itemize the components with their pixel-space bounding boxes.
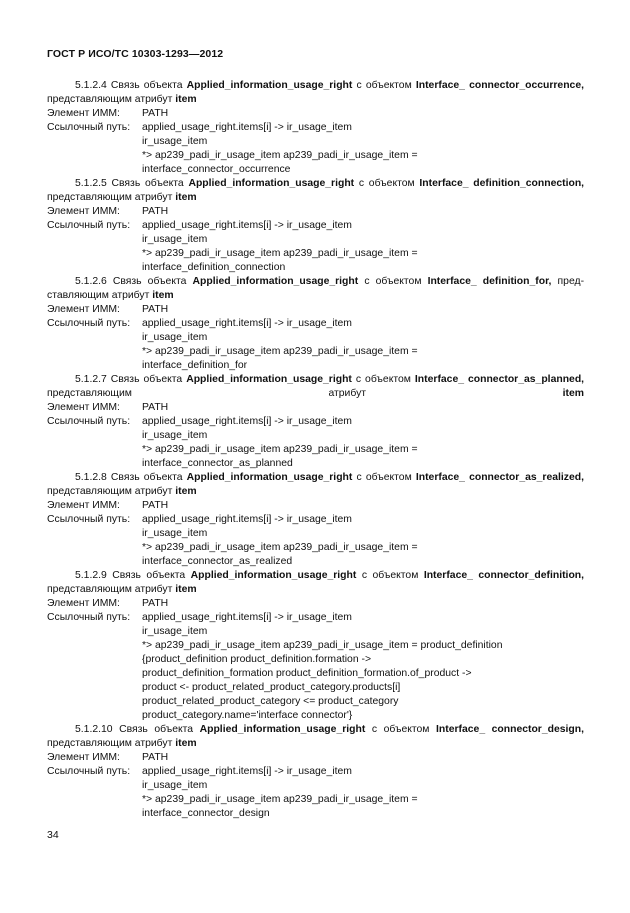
reference-path-line: product_related_product_category <= product_category bbox=[142, 696, 399, 707]
heading-text: представляющим атрибут bbox=[47, 486, 173, 497]
heading-text: Связь объекта bbox=[119, 724, 194, 735]
reference-path-line: *> ap239_padi_ir_usage_item ap239_padi_ir_usage_item = bbox=[142, 794, 418, 805]
heading-text: с объектом bbox=[356, 472, 412, 483]
heading-text: Связь объекта bbox=[112, 570, 186, 581]
reference-path-label: Ссылочный путь: bbox=[47, 766, 131, 777]
entity-name: Applied_information_usage_right bbox=[199, 724, 366, 735]
reference-path-label: Ссылочный путь: bbox=[47, 514, 131, 525]
section-5-1-2-4 bbox=[47, 79, 584, 177]
mim-element-label: Элемент ИММ: bbox=[47, 752, 120, 763]
mim-element-row bbox=[47, 597, 584, 611]
reference-path-line: product_definition_formation product_definition_formation.of_product -> bbox=[142, 668, 472, 679]
mim-element-value: PATH bbox=[142, 304, 169, 315]
reference-path-line: {product_definition product_definition.formation -> bbox=[142, 654, 372, 665]
section-number: 5.1.2.8 bbox=[75, 472, 107, 483]
section-heading bbox=[47, 79, 584, 107]
section-5-1-2-7 bbox=[47, 373, 584, 471]
entity-name: Applied_information_usage_right bbox=[192, 276, 359, 287]
reference-path-line: *> ap239_padi_ir_usage_item ap239_padi_ir_usage_item = bbox=[142, 444, 418, 455]
mim-element-label: Элемент ИММ: bbox=[47, 402, 120, 413]
target-entity-name: Interface_ connector_definition, bbox=[423, 570, 585, 581]
reference-path-line: interface_definition_connection bbox=[142, 262, 286, 273]
heading-text: с объектом bbox=[358, 178, 415, 189]
target-entity-name: Interface_ connector_as_realized, bbox=[415, 472, 585, 483]
reference-path-label: Ссылочный путь: bbox=[47, 220, 131, 231]
target-entity-name: Interface_ connector_design, bbox=[436, 724, 585, 735]
mim-element-row bbox=[47, 499, 584, 513]
reference-path-line: interface_definition_for bbox=[142, 360, 248, 371]
heading-text: Связь объекта bbox=[110, 374, 183, 385]
reference-path-row bbox=[47, 765, 584, 779]
entity-name: Applied_information_usage_right bbox=[188, 178, 355, 189]
reference-path-line: product <- product_related_product_category.products[i] bbox=[142, 682, 401, 693]
section-number: 5.1.2.10 bbox=[75, 724, 113, 735]
reference-path-line: ir_usage_item bbox=[142, 626, 208, 637]
reference-path-line: ir_usage_item bbox=[142, 136, 208, 147]
target-entity-name: Interface_ connector_as_planned, bbox=[414, 374, 585, 385]
reference-path-line: ir_usage_item bbox=[142, 780, 208, 791]
heading-text: с объектом bbox=[355, 374, 411, 385]
attribute-name: item bbox=[152, 290, 174, 301]
heading-text: Связь объекта bbox=[112, 276, 187, 287]
reference-path-line: *> ap239_padi_ir_usage_item ap239_padi_ir_usage_item = bbox=[142, 542, 418, 553]
target-entity-name: Interface_ definition_connection, bbox=[419, 178, 585, 189]
mim-element-value: PATH bbox=[142, 108, 169, 119]
section-heading bbox=[47, 177, 584, 205]
reference-path-row bbox=[47, 219, 584, 233]
reference-path-line: *> ap239_padi_ir_usage_item ap239_padi_ir_usage_item = bbox=[142, 248, 418, 259]
page-number: 34 bbox=[47, 829, 59, 841]
reference-path-label: Ссылочный путь: bbox=[47, 416, 131, 427]
heading-text: Связь объекта bbox=[110, 472, 183, 483]
reference-path-row bbox=[47, 317, 584, 331]
reference-path-line: applied_usage_right.items[i] -> ir_usage_item bbox=[142, 220, 352, 231]
attribute-name: item bbox=[175, 192, 197, 203]
section-5-1-2-5 bbox=[47, 177, 584, 275]
heading-text: с объектом bbox=[361, 570, 419, 581]
reference-path-line: product_category.name='interface connector'} bbox=[142, 710, 353, 721]
target-entity-name: Interface_ connector_occurrence, bbox=[415, 80, 585, 91]
mim-element-value: PATH bbox=[142, 500, 169, 511]
reference-path-label: Ссылочный путь: bbox=[47, 612, 131, 623]
reference-path-line: ir_usage_item bbox=[142, 234, 208, 245]
section-5-1-2-9 bbox=[47, 569, 584, 723]
entity-name: Applied_information_usage_right bbox=[186, 374, 352, 385]
reference-path-line: applied_usage_right.items[i] -> ir_usage_item bbox=[142, 416, 352, 427]
heading-text: с объектом bbox=[364, 276, 422, 287]
mim-element-row bbox=[47, 751, 584, 765]
running-header: ГОСТ Р ИСО/ТС 10303-1293—2012 bbox=[47, 48, 224, 60]
reference-path-line: ir_usage_item bbox=[142, 430, 208, 441]
reference-path-row bbox=[47, 513, 584, 527]
entity-name: Applied_information_usage_right bbox=[186, 80, 353, 91]
section-number: 5.1.2.6 bbox=[75, 276, 107, 287]
section-heading bbox=[47, 471, 584, 499]
entity-name: Applied_information_usage_right bbox=[186, 472, 353, 483]
reference-path-line: *> ap239_padi_ir_usage_item ap239_padi_ir_usage_item = bbox=[142, 150, 418, 161]
reference-path-label: Ссылочный путь: bbox=[47, 122, 131, 133]
mim-element-row bbox=[47, 303, 584, 317]
section-5-1-2-10 bbox=[47, 723, 584, 821]
reference-path-line: interface_connector_as_planned bbox=[142, 458, 293, 469]
reference-path-line: *> ap239_padi_ir_usage_item ap239_padi_ir_usage_item = bbox=[142, 346, 418, 357]
reference-path-line: interface_connector_as_realized bbox=[142, 556, 293, 567]
heading-text: с объектом bbox=[356, 80, 412, 91]
heading-text: представляющим атрибут bbox=[47, 192, 173, 203]
target-entity-name: Interface_ definition_for, bbox=[427, 276, 552, 287]
heading-text: с объектом bbox=[371, 724, 430, 735]
mim-element-row bbox=[47, 107, 584, 121]
attribute-name: item bbox=[175, 94, 197, 105]
attribute-name: item bbox=[562, 388, 584, 399]
heading-text: представляющим атрибут bbox=[47, 388, 367, 399]
entity-name: Applied_information_usage_right bbox=[190, 570, 357, 581]
reference-path-line: interface_connector_design bbox=[142, 808, 270, 819]
heading-text: представляющим атрибут bbox=[47, 584, 173, 595]
page-content bbox=[47, 79, 584, 821]
reference-path-line: applied_usage_right.items[i] -> ir_usage_item bbox=[142, 612, 352, 623]
mim-element-label: Элемент ИММ: bbox=[47, 598, 120, 609]
heading-text: Связь объекта bbox=[110, 80, 183, 91]
mim-element-value: PATH bbox=[142, 402, 169, 413]
reference-path-line: applied_usage_right.items[i] -> ir_usage_item bbox=[142, 318, 352, 329]
mim-element-label: Элемент ИММ: bbox=[47, 304, 120, 315]
reference-path-row bbox=[47, 611, 584, 625]
mim-element-label: Элемент ИММ: bbox=[47, 500, 120, 511]
heading-text: представляющим атрибут bbox=[47, 94, 173, 105]
mim-element-value: PATH bbox=[142, 206, 169, 217]
reference-path-line: applied_usage_right.items[i] -> ir_usage_item bbox=[142, 122, 352, 133]
mim-element-value: PATH bbox=[142, 752, 169, 763]
mim-element-row bbox=[47, 401, 584, 415]
attribute-name: item bbox=[175, 738, 197, 749]
reference-path-line: interface_connector_occurrence bbox=[142, 164, 291, 175]
reference-path-line: applied_usage_right.items[i] -> ir_usage_item bbox=[142, 514, 352, 525]
mim-element-label: Элемент ИММ: bbox=[47, 206, 120, 217]
section-number: 5.1.2.4 bbox=[75, 80, 107, 91]
reference-path-line: applied_usage_right.items[i] -> ir_usage_item bbox=[142, 766, 352, 777]
mim-element-label: Элемент ИММ: bbox=[47, 108, 120, 119]
attribute-name: item bbox=[175, 584, 197, 595]
section-number: 5.1.2.7 bbox=[75, 374, 107, 385]
heading-text: пред-ставляющим атрибут bbox=[47, 276, 585, 301]
heading-text: представляющим атрибут bbox=[47, 738, 173, 749]
section-5-1-2-6 bbox=[47, 275, 584, 373]
reference-path-row bbox=[47, 121, 584, 135]
section-number: 5.1.2.5 bbox=[75, 178, 107, 189]
section-heading bbox=[47, 723, 584, 751]
reference-path-line: *> ap239_padi_ir_usage_item ap239_padi_ir_usage_item = product_definition bbox=[142, 640, 503, 651]
reference-path-line: ir_usage_item bbox=[142, 332, 208, 343]
mim-element-value: PATH bbox=[142, 598, 169, 609]
section-heading bbox=[47, 373, 584, 401]
mim-element-row bbox=[47, 205, 584, 219]
reference-path-label: Ссылочный путь: bbox=[47, 318, 131, 329]
section-heading bbox=[47, 275, 584, 303]
attribute-name: item bbox=[175, 486, 197, 497]
section-heading bbox=[47, 569, 584, 597]
section-number: 5.1.2.9 bbox=[75, 570, 107, 581]
section-5-1-2-8 bbox=[47, 471, 584, 569]
reference-path-row bbox=[47, 415, 584, 429]
heading-text: Связь объекта bbox=[111, 178, 184, 189]
reference-path-line: ir_usage_item bbox=[142, 528, 208, 539]
